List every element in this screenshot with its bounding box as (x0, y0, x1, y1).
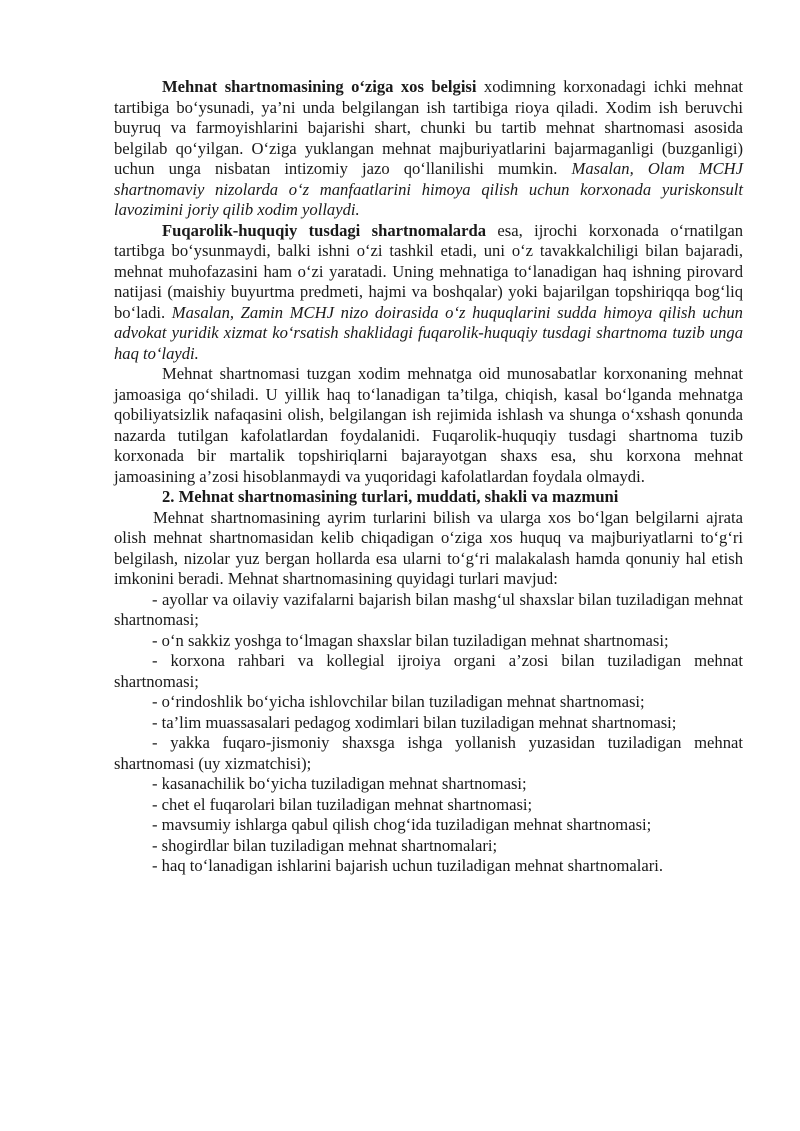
list-item: - ta’lim muassasalari pedagog xodimlari bilan tuziladigan mehnat shartnomasi; (152, 712, 677, 732)
example-text: Masalan, Zamin MCHJ nizo doirasida o‘z huquqlarini sudda himoya qilish uchun advokat yuridik xizmat ko‘rsatish shaklidagi fuqarolik-huquqiy tusdagi shartnoma tuzib unga haq to‘laydi. (114, 302, 743, 363)
paragraph-text: esa, ijrochi korxonada o‘rnatilgan tartibga bo‘ysunmaydi, balki ishni o‘zi tashkil etadi, uni o‘z tavakkalchiligi bilan bajaradi, mehnat muhofazasini ham o‘zi yaratadi. Uning mehnatiga to‘lanadigan haq ishning pirovard natijasi (maishiy buyurtma predmeti, hajmi va boshqalar) yoki bajarilgan topshiriqqa bog‘liq bo‘ladi. (114, 220, 743, 322)
list-item: - mavsumiy ishlarga qabul qilish chog‘ida tuziladigan mehnat shartnomasi; (152, 815, 652, 834)
example-text: Masalan, Olam MCHJ shartnomaviy nizolarda o‘z manfaatlarini himoya qilish uchun korxonada yuriskonsult lavozimini joriy qilib xodim yollaydi. (114, 159, 743, 219)
term-civil-law-contracts: Fuqarolik-huquqiy tusdagi shartnomalarda (162, 220, 486, 240)
paragraph-civil-law-contracts (114, 221, 743, 365)
list-item: - shogirdlar bilan tuziladigan mehnat shartnomalari; (152, 835, 498, 855)
term-employment-contract-feature: Mehnat shartnomasining o‘ziga xos belgisi (162, 77, 477, 96)
paragraph-contract-types-intro: Mehnat shartnomasining ayrim turlarini bilish va ularga xos bo‘lgan belgilarni ajrata olish mehnat shartnomasidan kelib chiqadigan o‘ziga xos huquq va majburiyatlarni to‘g‘ri belgilash, nizolar yuz bergan hollarda esa ularni to‘g‘ri malakalash hamda qonuniy hal etish imkonini beradi. Mehnat shartnomasining quyidagi turlari mavjud: (114, 507, 743, 588)
list-item: - haq to‘lanadigan ishlarini bajarish uchun tuziladigan mehnat shartnomalari. (152, 856, 664, 875)
contract-types-list (114, 590, 743, 877)
paragraph-text: xodimning korxonadagi ichki mehnat tartibiga bo‘ysunadi, ya’ni unda belgilangan ish tartibiga rioya qiladi. Xodim ish beruvchi buyruq va farmoyishlarini bajarishi shart, chunki bu tartib mehnat shartnomasi asosida belgilab qo‘yilgan. O‘ziga yuklangan mehnat majburiyatlarini bajarmaganligi (buzganligi) uchun unga nisbatan intizomiy jazo qo‘llanilishi mumkin. (114, 77, 743, 178)
list-item: - chet el fuqarolari bilan tuziladigan mehnat shartnomasi; (152, 794, 533, 814)
list-item: - ayollar va oilaviy vazifalarni bajarish bilan mashg‘ul shaxslar bilan tuziladigan mehnat shartnomasi; (114, 589, 743, 629)
list-item: - yakka fuqaro-jismoniy shaxsga ishga yollanish yuzasidan tuziladigan mehnat shartnomasi (uy xizmatchisi); (114, 733, 743, 773)
list-item: - kasanachilik bo‘yicha tuziladigan mehnat shartnomasi; (152, 774, 527, 793)
list-item: - o‘n sakkiz yoshga to‘lmagan shaxslar bilan tuziladigan mehnat shartnomasi; (152, 630, 669, 650)
section-heading: 2. Mehnat shartnomasining turlari, muddati, shakli va mazmuni (162, 487, 619, 506)
paragraph-labor-collective: Mehnat shartnomasi tuzgan xodim mehnatga oid munosabatlar korxonaning mehnat jamoasiga qo‘shiladi. U yillik haq to‘lanadigan ta’tilga, chiqish, kasal bo‘lganda mehnatga qobiliyatsizlik nafaqasini olish, belgilangan ish rejimida ishlash va shunga o‘xshash qonunda nazarda tutilgan kafolatlardan foydalanidi. Fuqarolik-huquqiy tusdagi shartnoma tuzib korxonada bir martalik topshiriqlarni bajarayotgan shaxs esa, shu korxona mehnat jamoasining a’zosi hisoblanmaydi va yuqoridagi kafolatlardan foydala olmaydi. (114, 364, 743, 486)
paragraph-employment-contract-feature (114, 77, 743, 221)
list-item: - korxona rahbari va kollegial ijroiya organi a’zosi bilan tuziladigan mehnat shartnomasi; (114, 651, 743, 691)
list-item: - o‘rindoshlik bo‘yicha ishlovchilar bilan tuziladigan mehnat shartnomasi; (152, 692, 645, 711)
